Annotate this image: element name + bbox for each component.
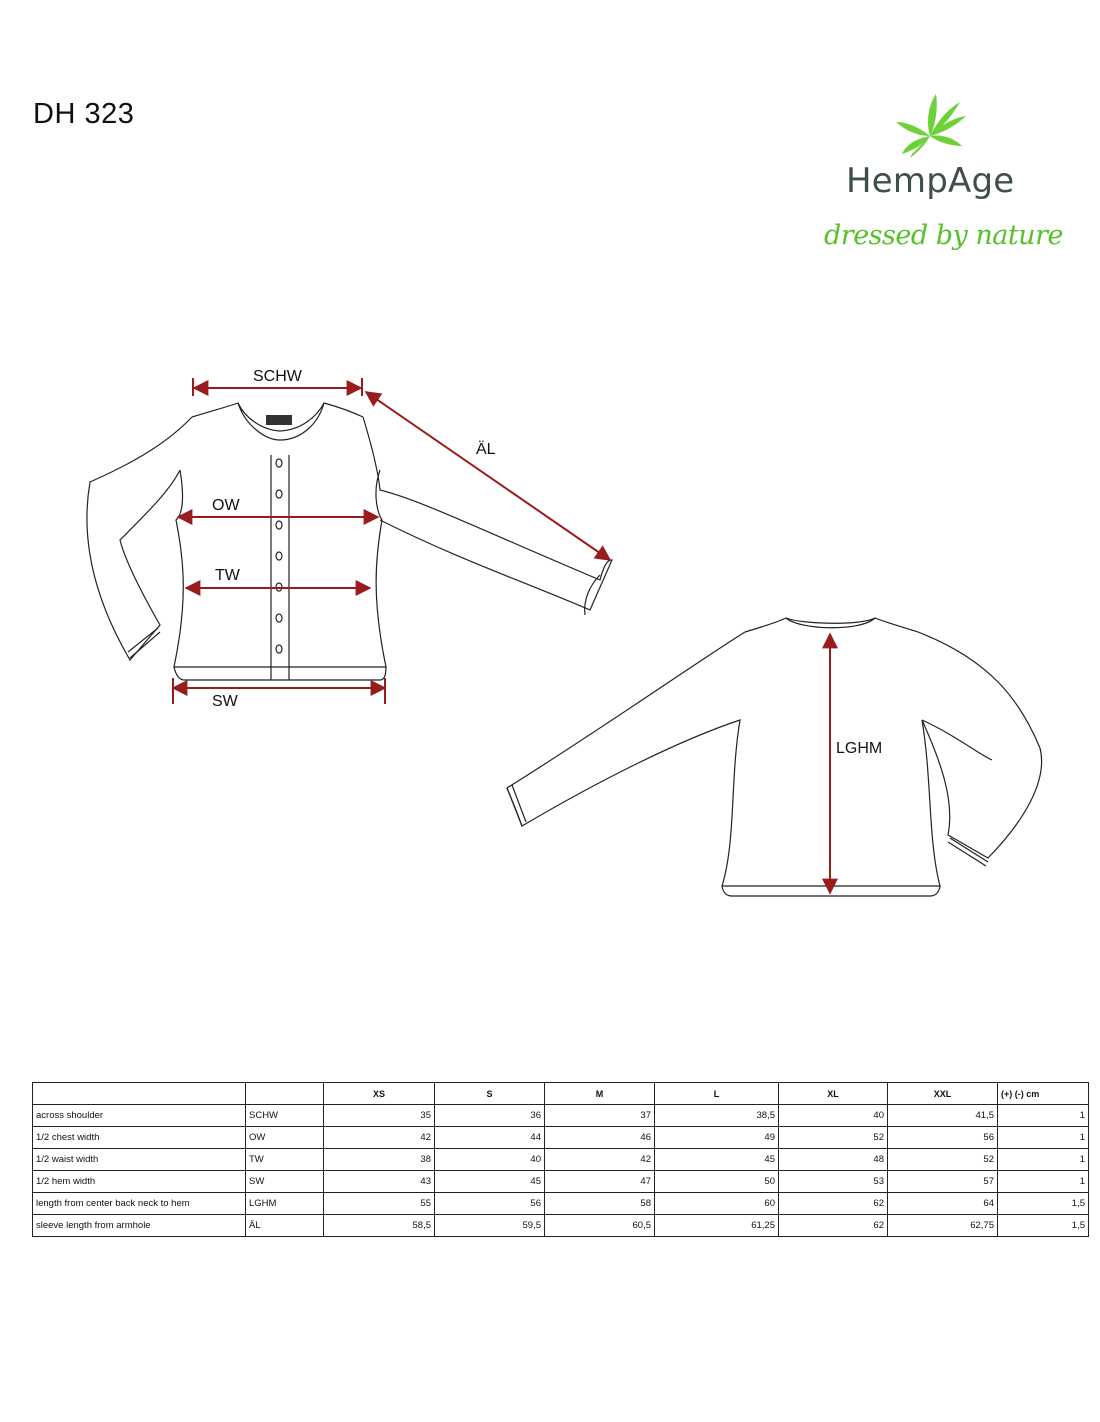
size-value: 57 bbox=[888, 1171, 998, 1193]
size-value: 49 bbox=[655, 1127, 779, 1149]
size-value: 43 bbox=[324, 1171, 435, 1193]
size-value: 42 bbox=[545, 1149, 655, 1171]
row-description: across shoulder bbox=[33, 1105, 246, 1127]
label-al: ÄL bbox=[476, 441, 496, 458]
tolerance-value: 1 bbox=[998, 1105, 1089, 1127]
row-code: OW bbox=[246, 1127, 324, 1149]
row-code: ÄL bbox=[246, 1215, 324, 1237]
table-row bbox=[33, 1105, 1089, 1127]
table-row bbox=[33, 1149, 1089, 1171]
label-tw: TW bbox=[215, 567, 240, 584]
table-row bbox=[33, 1171, 1089, 1193]
row-description: 1/2 waist width bbox=[33, 1149, 246, 1171]
row-description: 1/2 chest width bbox=[33, 1127, 246, 1149]
row-code: TW bbox=[246, 1149, 324, 1171]
size-value: 47 bbox=[545, 1171, 655, 1193]
size-value: 36 bbox=[435, 1105, 545, 1127]
size-col-m: M bbox=[545, 1083, 655, 1105]
size-value: 60 bbox=[655, 1193, 779, 1215]
size-value: 62,75 bbox=[888, 1215, 998, 1237]
row-description: length from center back neck to hem bbox=[33, 1193, 246, 1215]
row-code: SW bbox=[246, 1171, 324, 1193]
front-buttons bbox=[276, 459, 282, 653]
row-description: 1/2 hem width bbox=[33, 1171, 246, 1193]
size-value: 62 bbox=[779, 1193, 888, 1215]
size-value: 46 bbox=[545, 1127, 655, 1149]
size-value: 48 bbox=[779, 1149, 888, 1171]
size-value: 64 bbox=[888, 1193, 998, 1215]
size-value: 40 bbox=[779, 1105, 888, 1127]
size-value: 52 bbox=[779, 1127, 888, 1149]
size-value: 56 bbox=[435, 1193, 545, 1215]
back-view-outline bbox=[507, 618, 1042, 896]
label-lghm: LGHM bbox=[836, 740, 883, 757]
size-col-xl: XL bbox=[779, 1083, 888, 1105]
size-col-xxl: XXL bbox=[888, 1083, 998, 1105]
table-row bbox=[33, 1193, 1089, 1215]
row-code: SCHW bbox=[246, 1105, 324, 1127]
size-value: 50 bbox=[655, 1171, 779, 1193]
size-value: 37 bbox=[545, 1105, 655, 1127]
size-value: 59,5 bbox=[435, 1215, 545, 1237]
brand-tagline: dressed by nature bbox=[824, 220, 1063, 251]
size-col-l: L bbox=[655, 1083, 779, 1105]
size-value: 35 bbox=[324, 1105, 435, 1127]
size-value: 42 bbox=[324, 1127, 435, 1149]
size-value: 61,25 bbox=[655, 1215, 779, 1237]
size-value: 45 bbox=[655, 1149, 779, 1171]
tolerance-col: (+) (-) cm bbox=[998, 1083, 1089, 1105]
size-value: 62 bbox=[779, 1215, 888, 1237]
table-row bbox=[33, 1127, 1089, 1149]
brand-name: HempAge bbox=[846, 161, 1015, 201]
front-view-outline bbox=[87, 403, 612, 680]
size-value: 44 bbox=[435, 1127, 545, 1149]
size-value: 52 bbox=[888, 1149, 998, 1171]
size-col-s: S bbox=[435, 1083, 545, 1105]
label-sw: SW bbox=[212, 693, 238, 710]
table-row bbox=[33, 1215, 1089, 1237]
tolerance-value: 1,5 bbox=[998, 1193, 1089, 1215]
size-col-xs: XS bbox=[324, 1083, 435, 1105]
size-table-header bbox=[33, 1083, 1089, 1105]
size-value: 40 bbox=[435, 1149, 545, 1171]
tolerance-value: 1 bbox=[998, 1171, 1089, 1193]
size-value: 38 bbox=[324, 1149, 435, 1171]
size-value: 55 bbox=[324, 1193, 435, 1215]
tolerance-value: 1 bbox=[998, 1149, 1089, 1171]
model-title: DH 323 bbox=[33, 98, 135, 130]
size-value: 53 bbox=[779, 1171, 888, 1193]
size-value: 41,5 bbox=[888, 1105, 998, 1127]
size-value: 60,5 bbox=[545, 1215, 655, 1237]
size-value: 58 bbox=[545, 1193, 655, 1215]
size-value: 58,5 bbox=[324, 1215, 435, 1237]
front-measurement-arrows bbox=[173, 378, 610, 704]
row-description: sleeve length from armhole bbox=[33, 1215, 246, 1237]
size-table bbox=[32, 1082, 1089, 1237]
size-value: 38,5 bbox=[655, 1105, 779, 1127]
row-code: LGHM bbox=[246, 1193, 324, 1215]
tolerance-value: 1 bbox=[998, 1127, 1089, 1149]
size-value: 56 bbox=[888, 1127, 998, 1149]
tolerance-value: 1,5 bbox=[998, 1215, 1089, 1237]
size-value: 45 bbox=[435, 1171, 545, 1193]
label-schw: SCHW bbox=[253, 368, 302, 385]
label-ow: OW bbox=[212, 497, 240, 514]
